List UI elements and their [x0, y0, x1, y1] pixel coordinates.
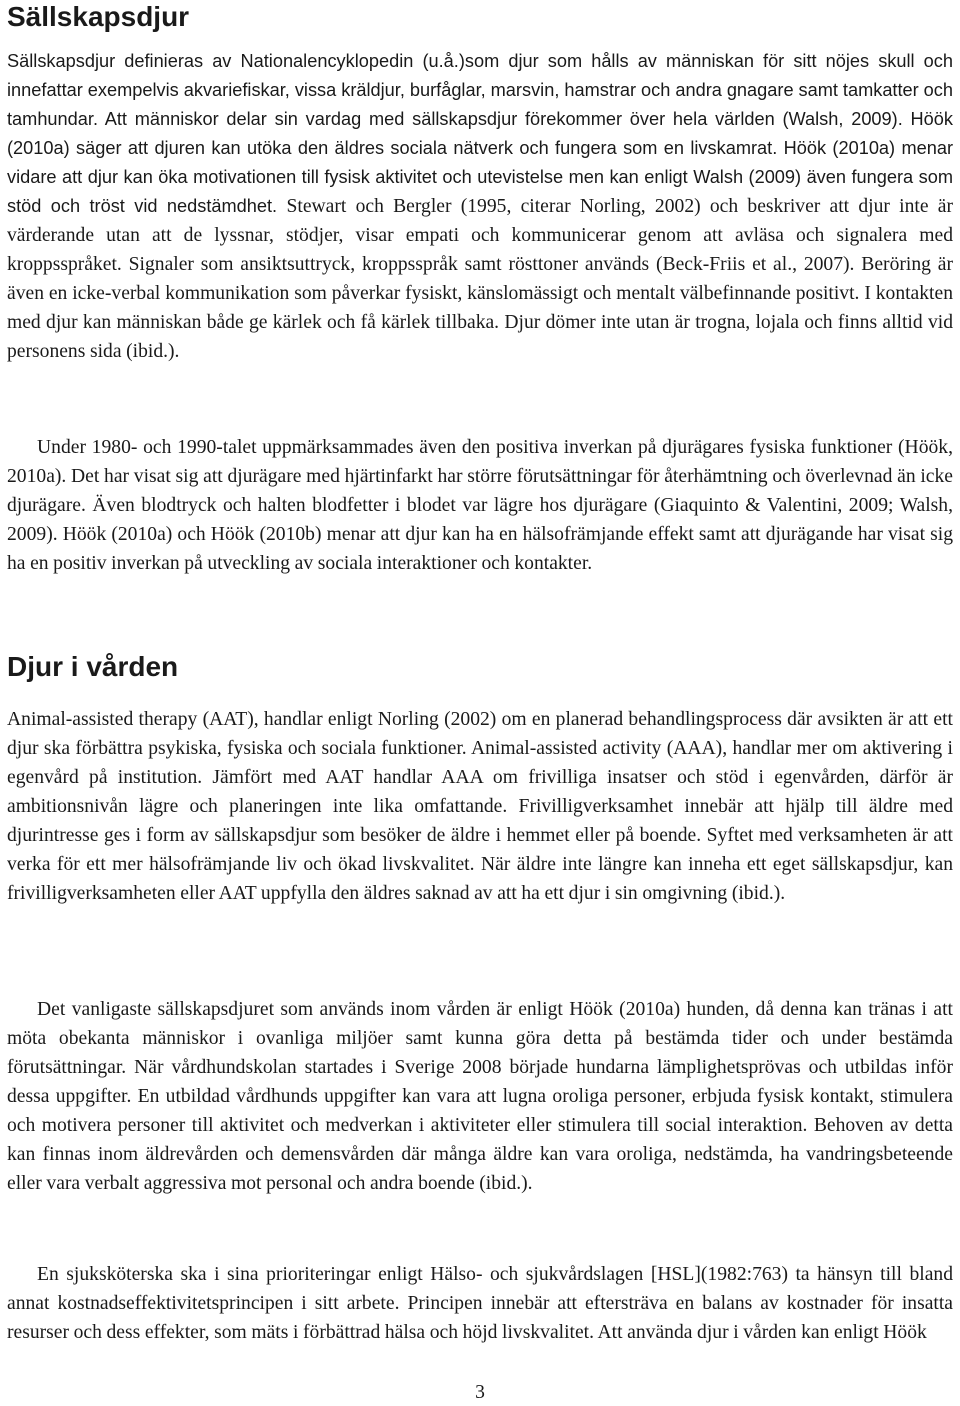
page-number: 3 [475, 1382, 485, 1403]
paragraph-1-serif-segment: Stewart och Bergler (1995, citerar Norling, 2002) och beskriver att djur inte är värderande utan att de lyssnar, stödjer, visar empati och kommunicerar genom att avläsa och signalera med kroppsspråket. Signaler som ansiktsuttryck, kroppsspråk samt rösttoner används (Beck-Friis et al., 2007). Beröring är även en icke-verbal kommunikation som påverkar fysiskt, känslomässigt och mentalt välbefinnande positivt. I kontakten med djur kan människan både ge kärlek och få kärlek tillbaka. Djur dömer inte utan är trogna, lojala och finns alltid vid personens sida (ibid.). [7, 196, 953, 362]
paragraph-3: Animal-assisted therapy (AAT), handlar enligt Norling (2002) om en planerad behandlingsprocess där avsikten är att ett djur ska förbättra psykiska, fysiska och sociala funktioner. Animal-assisted activity (AAA), handlar mer om aktivering i egenvård på institution. Jämfört med AAT handlar AAA om frivilliga insatser och stöd i egenvården, därför är ambitionsnivån lägre och planeringen inte lika omfattande. Frivilligverksamhet innebär att hjälp till äldre med djurintresse ges i form av sällskapsdjur som besöker de äldre i hemmet eller på boende. Syftet med verksamheten är att verka för ett mer hälsofrämjande liv och ökad livskvalitet. När äldre inte längre kan inneha ett eget sällskapsdjur, kan frivilligverksamheten eller AAT uppfylla den äldres saknad av att ha ett djur i sin omgivning (ibid.). [7, 709, 953, 904]
section-heading-sallskapsdjur: Sällskapsdjur [7, 1, 190, 32]
paragraph-5: En sjuksköterska ska i sina prioriteringar enligt Hälso- och sjukvårdslagen [HSL](1982:763) ta hänsyn till bland annat kostnadseffektivitetsprincipen i sitt arbete. Principen innebär att eftersträva en balans av kostnader för insatta resurser och dess effekter, som mäts i förbättrad hälsa och höjd livskvalitet. Att använda djur i vården kan enligt Höök [7, 1264, 953, 1343]
section-heading-djur-i-varden: Djur i vården [7, 651, 179, 682]
paragraph-1 [7, 47, 953, 366]
paragraph-2: Under 1980- och 1990-talet uppmärksammades även den positiva inverkan på djurägares fysiska funktioner (Höök, 2010a). Det har visat sig att djurägare med hjärtinfarkt har större förutsättningar för återhämtning och överlevnad än icke djurägare. Även blodtryck och halten blodfetter i blodet var lägre hos djurägare (Giaquinto & Valentini, 2009; Walsh, 2009). Höök (2010a) och Höök (2010b) menar att djur kan ha en hälsofrämjande effekt samt att djurägande har visat sig ha en positiv inverkan på utveckling av sociala interaktioner och kontakter. [7, 437, 953, 574]
paragraph-4: Det vanligaste sällskapsdjuret som används inom vården är enligt Höök (2010a) hunden, då denna kan tränas i att möta obekanta människor i ovanliga miljöer samt kunna göra detta på bestämda tider och under bestämda förutsättningar. När vårdhundskolan startades i Sverige 2008 började hundarna lämplighetsprövas och utbildas inför dessa uppgifter. En utbildad vårdhunds uppgifter kan vara att lugna oroliga personer, erbjuda fysisk kontakt, stimulera och motivera personer till aktivitet och medverkan i aktiviteter eller stimulera till social interaktion. Behoven av detta kan finnas inom äldrevården och demensvården där många äldre kan vara oroliga, nedstämda, ha vandringsbeteende eller vara verbalt aggressiva mot personal och andra boende (ibid.). [7, 999, 953, 1194]
paragraph-1-sans-segment: Sällskapsdjur definieras av Nationalencyklopedin (u.å.)som djur som hålls av människan för sitt nöjes skull och innefattar exempelvis akvariefiskar, vissa kräldjur, burfåglar, marsvin, hamstrar och andra gnagare samt tamkatter och tamhundar. Att människor delar sin vardag med sällskapsdjur förekommer över hela världen (Walsh, 2009). Höök (2010a) säger att djuren kan utöka den äldres sociala nätverk och fungera som en livskamrat. Höök (2010a) menar vidare att djur kan öka motivationen till fysisk aktivitet och utevistelse men kan enligt Walsh (2009) även fungera som stöd och tröst vid nedstämdhet. [7, 51, 953, 216]
